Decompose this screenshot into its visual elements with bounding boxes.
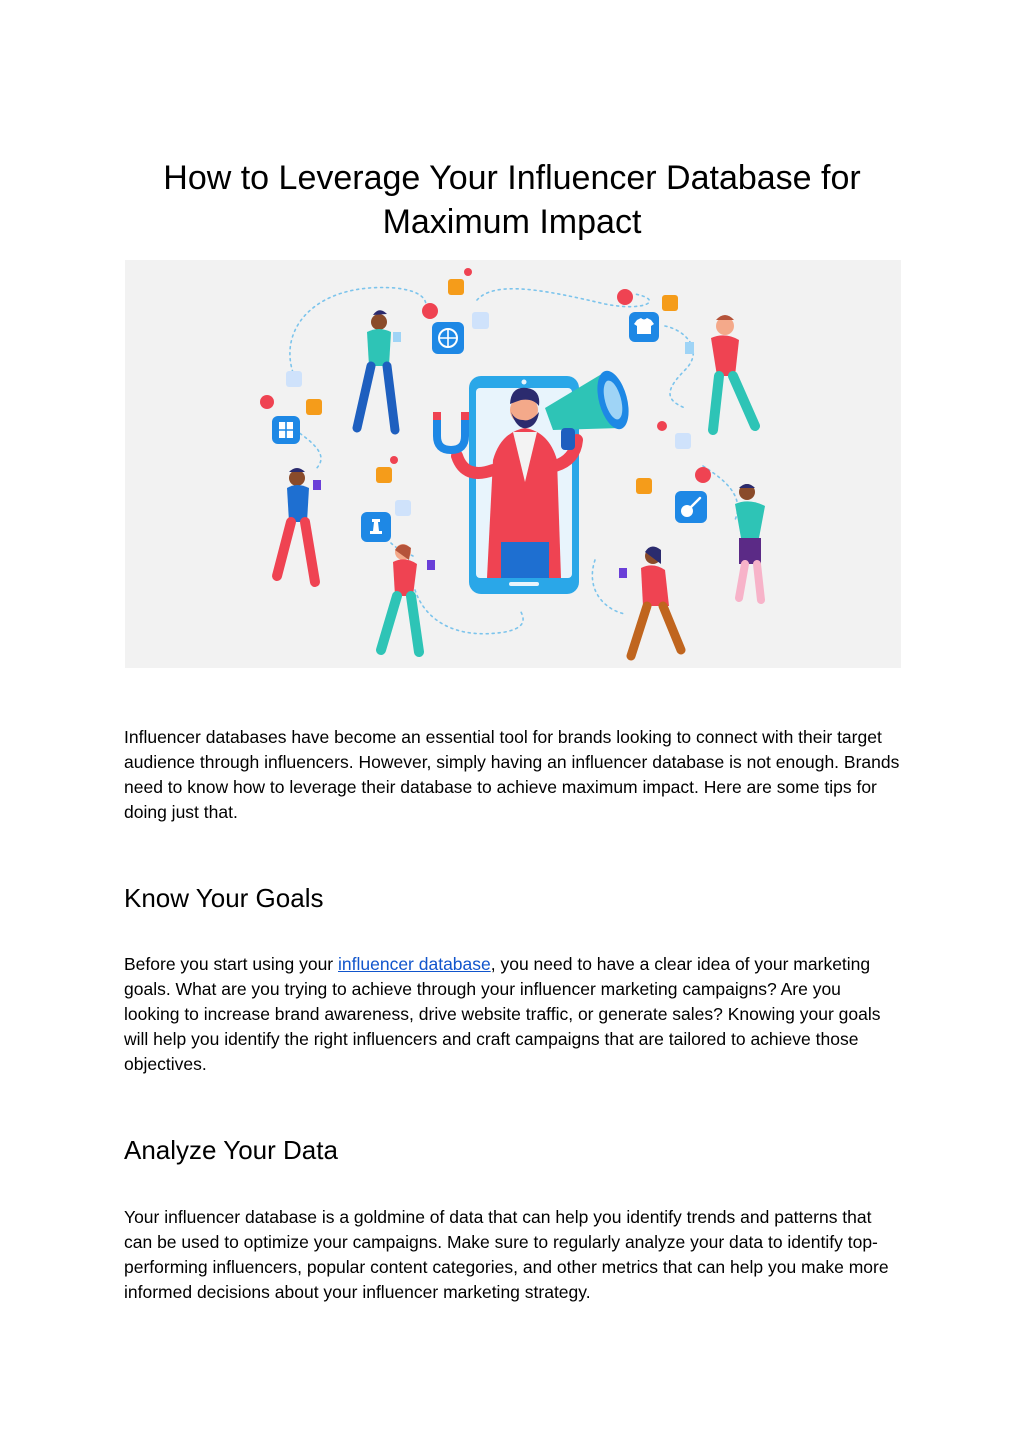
hero-illustration — [125, 260, 901, 668]
store-app-icon — [272, 416, 300, 444]
body-text-after-link: , you need to have a clear idea of your marketing goals. What are you trying to achieve through your influencer marketing campaigns? Are you looking to increase brand awareness, drive website traffic, or generate sales? Knowing your goals will help you identify the right influencers and craft campaigns that are tailored to achieve those objectives. — [124, 954, 881, 1074]
person-top-right — [685, 315, 755, 430]
basketball-app-icon — [432, 322, 464, 354]
intro-paragraph: Influencer databases have become an essential tool for brands looking to connect with their target audience through influencers. However, simply having an influencer database is not enough. Brands need to know how to leverage their database to achieve maximum impact. Here are some tips for doing just that. — [124, 727, 900, 822]
person-bottom-middle — [381, 544, 435, 652]
guitar-app-icon — [675, 491, 707, 523]
section-body-analyze-your-data: Your influencer database is a goldmine of data that can help you identify trends and patterns that can be used to optimize your campaigns. Make sure to regularly analyze your data to identify top-performing influencers, popular content categories, and other metrics that can help you make more informed decisions about your influencer marketing strategy. — [124, 1207, 889, 1302]
page-title: How to Leverage Your Influencer Database for Maximum Impact — [163, 159, 861, 241]
chess-app-icon — [361, 512, 391, 542]
section-heading-know-your-goals: Know Your Goals — [124, 883, 324, 913]
person-bottom-right — [619, 546, 681, 656]
body-text-before-link: Before you start using your — [124, 954, 338, 974]
influencer-database-link[interactable]: influencer database — [338, 954, 491, 974]
person-left — [277, 468, 321, 582]
section-body-know-your-goals — [124, 952, 900, 1077]
magnet-illustration — [433, 412, 469, 450]
person-top-left — [357, 310, 401, 430]
tshirt-app-icon — [629, 312, 659, 342]
section-heading-analyze-your-data: Analyze Your Data — [124, 1135, 338, 1165]
person-right — [735, 484, 765, 600]
